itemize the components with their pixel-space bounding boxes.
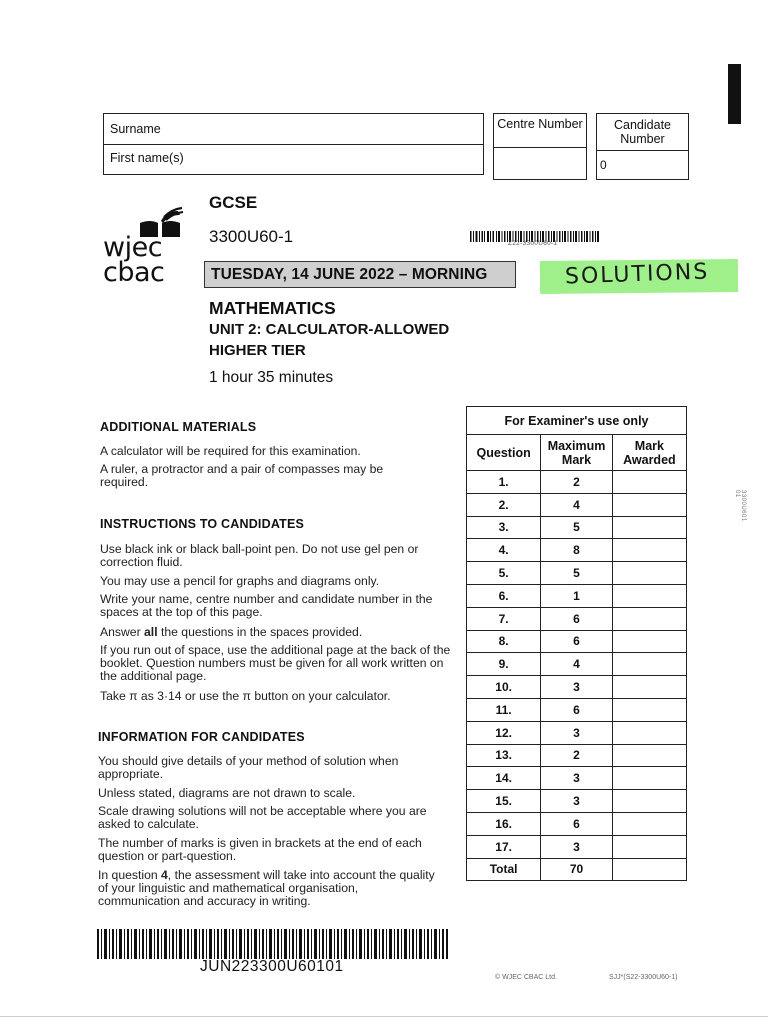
instruction-1: Use black ink or black ball-point pen. Do not use gel pen or correction fluid. [100, 542, 419, 569]
table-row [467, 790, 687, 813]
question-number: 12. [467, 721, 541, 744]
copyright-notice: © WJEC CBAC Ltd. [495, 974, 557, 981]
mark-awarded-cell[interactable] [612, 676, 686, 699]
instruction-4-bold: all [144, 625, 158, 639]
maximum-mark: 6 [541, 812, 613, 835]
surname-label: Surname [110, 122, 161, 136]
candidate-number-label: Candidate Number [614, 118, 671, 146]
additional-materials-heading: ADDITIONAL MATERIALS [100, 420, 257, 434]
table-row [467, 744, 687, 767]
centre-number-field[interactable] [493, 147, 587, 180]
side-code: 3300U601 01 [734, 490, 746, 522]
information-1: You should give details of your method of solution when appropriate. [98, 754, 399, 781]
maximum-mark: 2 [541, 471, 613, 494]
mark-awarded-cell[interactable] [612, 835, 686, 858]
information-heading: INFORMATION FOR CANDIDATES [98, 730, 305, 744]
instruction-5: If you run out of space, use the additional page at the back of the booklet. Question numbers must be given for all work written on the additional page. [100, 643, 451, 683]
question-number: 13. [467, 744, 541, 767]
subject-title: MATHEMATICS [209, 298, 336, 318]
information-5-bold: 4 [161, 868, 168, 882]
paper-barcode-label: Z22-3300U60-1 [508, 240, 558, 247]
materials-line-2: A ruler, a protractor and a pair of compasses may be required. [100, 462, 384, 489]
logo-cbac: cbac [103, 257, 165, 288]
exam-duration: 1 hour 35 minutes [209, 369, 334, 386]
mark-awarded-cell[interactable] [612, 539, 686, 562]
question-number: 5. [467, 562, 541, 585]
maximum-mark: 6 [541, 607, 613, 630]
maximum-mark: 1 [541, 584, 613, 607]
logo-wjec: wjec [103, 232, 163, 263]
examiner-marks-table [466, 406, 687, 881]
maximum-mark: 3 [541, 790, 613, 813]
first-names-field[interactable] [104, 145, 483, 176]
maximum-mark: 8 [541, 539, 613, 562]
table-row [467, 630, 687, 653]
information-5 [98, 869, 438, 908]
instructions-heading: INSTRUCTIONS TO CANDIDATES [100, 517, 305, 531]
candidate-barcode [97, 929, 448, 959]
surname-field[interactable] [104, 114, 483, 145]
mark-awarded-cell[interactable] [612, 698, 686, 721]
information-2: Unless stated, diagrams are not drawn to scale. [98, 786, 356, 800]
table-row [467, 493, 687, 516]
maximum-mark: 5 [541, 562, 613, 585]
question-number: 14. [467, 767, 541, 790]
table-row [467, 516, 687, 539]
unit-title: UNIT 2: CALCULATOR-ALLOWED [209, 321, 450, 338]
question-number: 10. [467, 676, 541, 699]
maximum-mark: 4 [541, 493, 613, 516]
table-row [467, 584, 687, 607]
mark-awarded-cell[interactable] [612, 812, 686, 835]
instruction-4-end: the questions in the spaces provided. [157, 625, 363, 639]
question-number: 16. [467, 812, 541, 835]
table-row [467, 471, 687, 494]
table-row [467, 607, 687, 630]
name-fields [103, 113, 484, 175]
question-number: 4. [467, 539, 541, 562]
question-number: 15. [467, 790, 541, 813]
question-number: 17. [467, 835, 541, 858]
mark-awarded-cell[interactable] [612, 767, 686, 790]
question-number: 11. [467, 698, 541, 721]
mark-awarded-cell[interactable] [612, 493, 686, 516]
maximum-mark: 4 [541, 653, 613, 676]
candidate-barcode-text: JUN223300U60101 [200, 958, 344, 975]
maximum-mark: 3 [541, 835, 613, 858]
handwritten-solutions-note: SOLUTIONS [564, 259, 710, 290]
total-label: Total [467, 858, 541, 881]
column-maximum-mark: Maximum Mark [541, 435, 613, 471]
mark-awarded-cell[interactable] [612, 607, 686, 630]
table-row [467, 698, 687, 721]
candidate-number-field[interactable] [596, 150, 689, 180]
instruction-4-start: Answer [100, 625, 145, 639]
candidate-number-value: 0 [600, 158, 607, 172]
centre-number-label: Centre Number [497, 117, 583, 131]
question-number: 9. [467, 653, 541, 676]
mark-awarded-cell[interactable] [612, 653, 686, 676]
maximum-mark: 3 [541, 676, 613, 699]
paper-code: 3300U60-1 [209, 227, 294, 246]
question-number: 3. [467, 516, 541, 539]
maximum-mark: 3 [541, 721, 613, 744]
maximum-mark: 2 [541, 744, 613, 767]
instruction-2: You may use a pencil for graphs and diagrams only. [100, 574, 380, 588]
examiner-table-title: For Examiner's use only [467, 407, 687, 435]
table-row [467, 767, 687, 790]
tier-title: HIGHER TIER [209, 342, 306, 359]
mark-awarded-cell[interactable] [612, 744, 686, 767]
mark-awarded-cell[interactable] [612, 471, 686, 494]
maximum-mark: 6 [541, 630, 613, 653]
total-maximum: 70 [541, 858, 613, 881]
instruction-4 [100, 626, 460, 639]
maximum-mark: 3 [541, 767, 613, 790]
instruction-6: Take π as 3·14 or use the π button on your calculator. [100, 689, 391, 703]
maximum-mark: 6 [541, 698, 613, 721]
registration-mark [728, 64, 741, 124]
table-row [467, 721, 687, 744]
table-row [467, 676, 687, 699]
mark-awarded-cell[interactable] [612, 562, 686, 585]
question-number: 2. [467, 493, 541, 516]
page-edge-line [0, 1016, 768, 1017]
table-row [467, 812, 687, 835]
information-4: The number of marks is given in brackets at the end of each question or part-question. [98, 836, 422, 863]
footer-code: SJJ*(S22-3300U60-1) [609, 974, 678, 981]
materials-line-1: A calculator will be required for this examination. [100, 444, 361, 458]
mark-awarded-cell[interactable] [612, 790, 686, 813]
instruction-3: Write your name, centre number and candidate number in the spaces at the top of this page. [100, 592, 433, 619]
mark-awarded-cell[interactable] [612, 721, 686, 744]
first-names-label: First name(s) [110, 151, 184, 165]
column-mark-awarded: Mark Awarded [612, 435, 686, 471]
table-row [467, 539, 687, 562]
information-5-start: In question [98, 868, 162, 882]
column-question: Question [467, 435, 541, 471]
table-row [467, 653, 687, 676]
question-number: 7. [467, 607, 541, 630]
question-number: 8. [467, 630, 541, 653]
question-number: 1. [467, 471, 541, 494]
total-row [467, 858, 687, 881]
question-number: 6. [467, 584, 541, 607]
table-row [467, 562, 687, 585]
maximum-mark: 5 [541, 516, 613, 539]
mark-awarded-cell[interactable] [612, 516, 686, 539]
information-3: Scale drawing solutions will not be acceptable where you are asked to calculate. [98, 804, 427, 831]
mark-awarded-cell[interactable] [612, 584, 686, 607]
table-row [467, 835, 687, 858]
mark-awarded-cell[interactable] [612, 630, 686, 653]
exam-date: TUESDAY, 14 JUNE 2022 – MORNING [204, 261, 516, 288]
information-5-end: , the assessment will take into account the quality of your linguistic and mathematical organisation, communication and accuracy in writing. [98, 868, 435, 908]
qualification-title: GCSE [209, 193, 258, 212]
total-awarded-cell[interactable] [612, 858, 686, 881]
